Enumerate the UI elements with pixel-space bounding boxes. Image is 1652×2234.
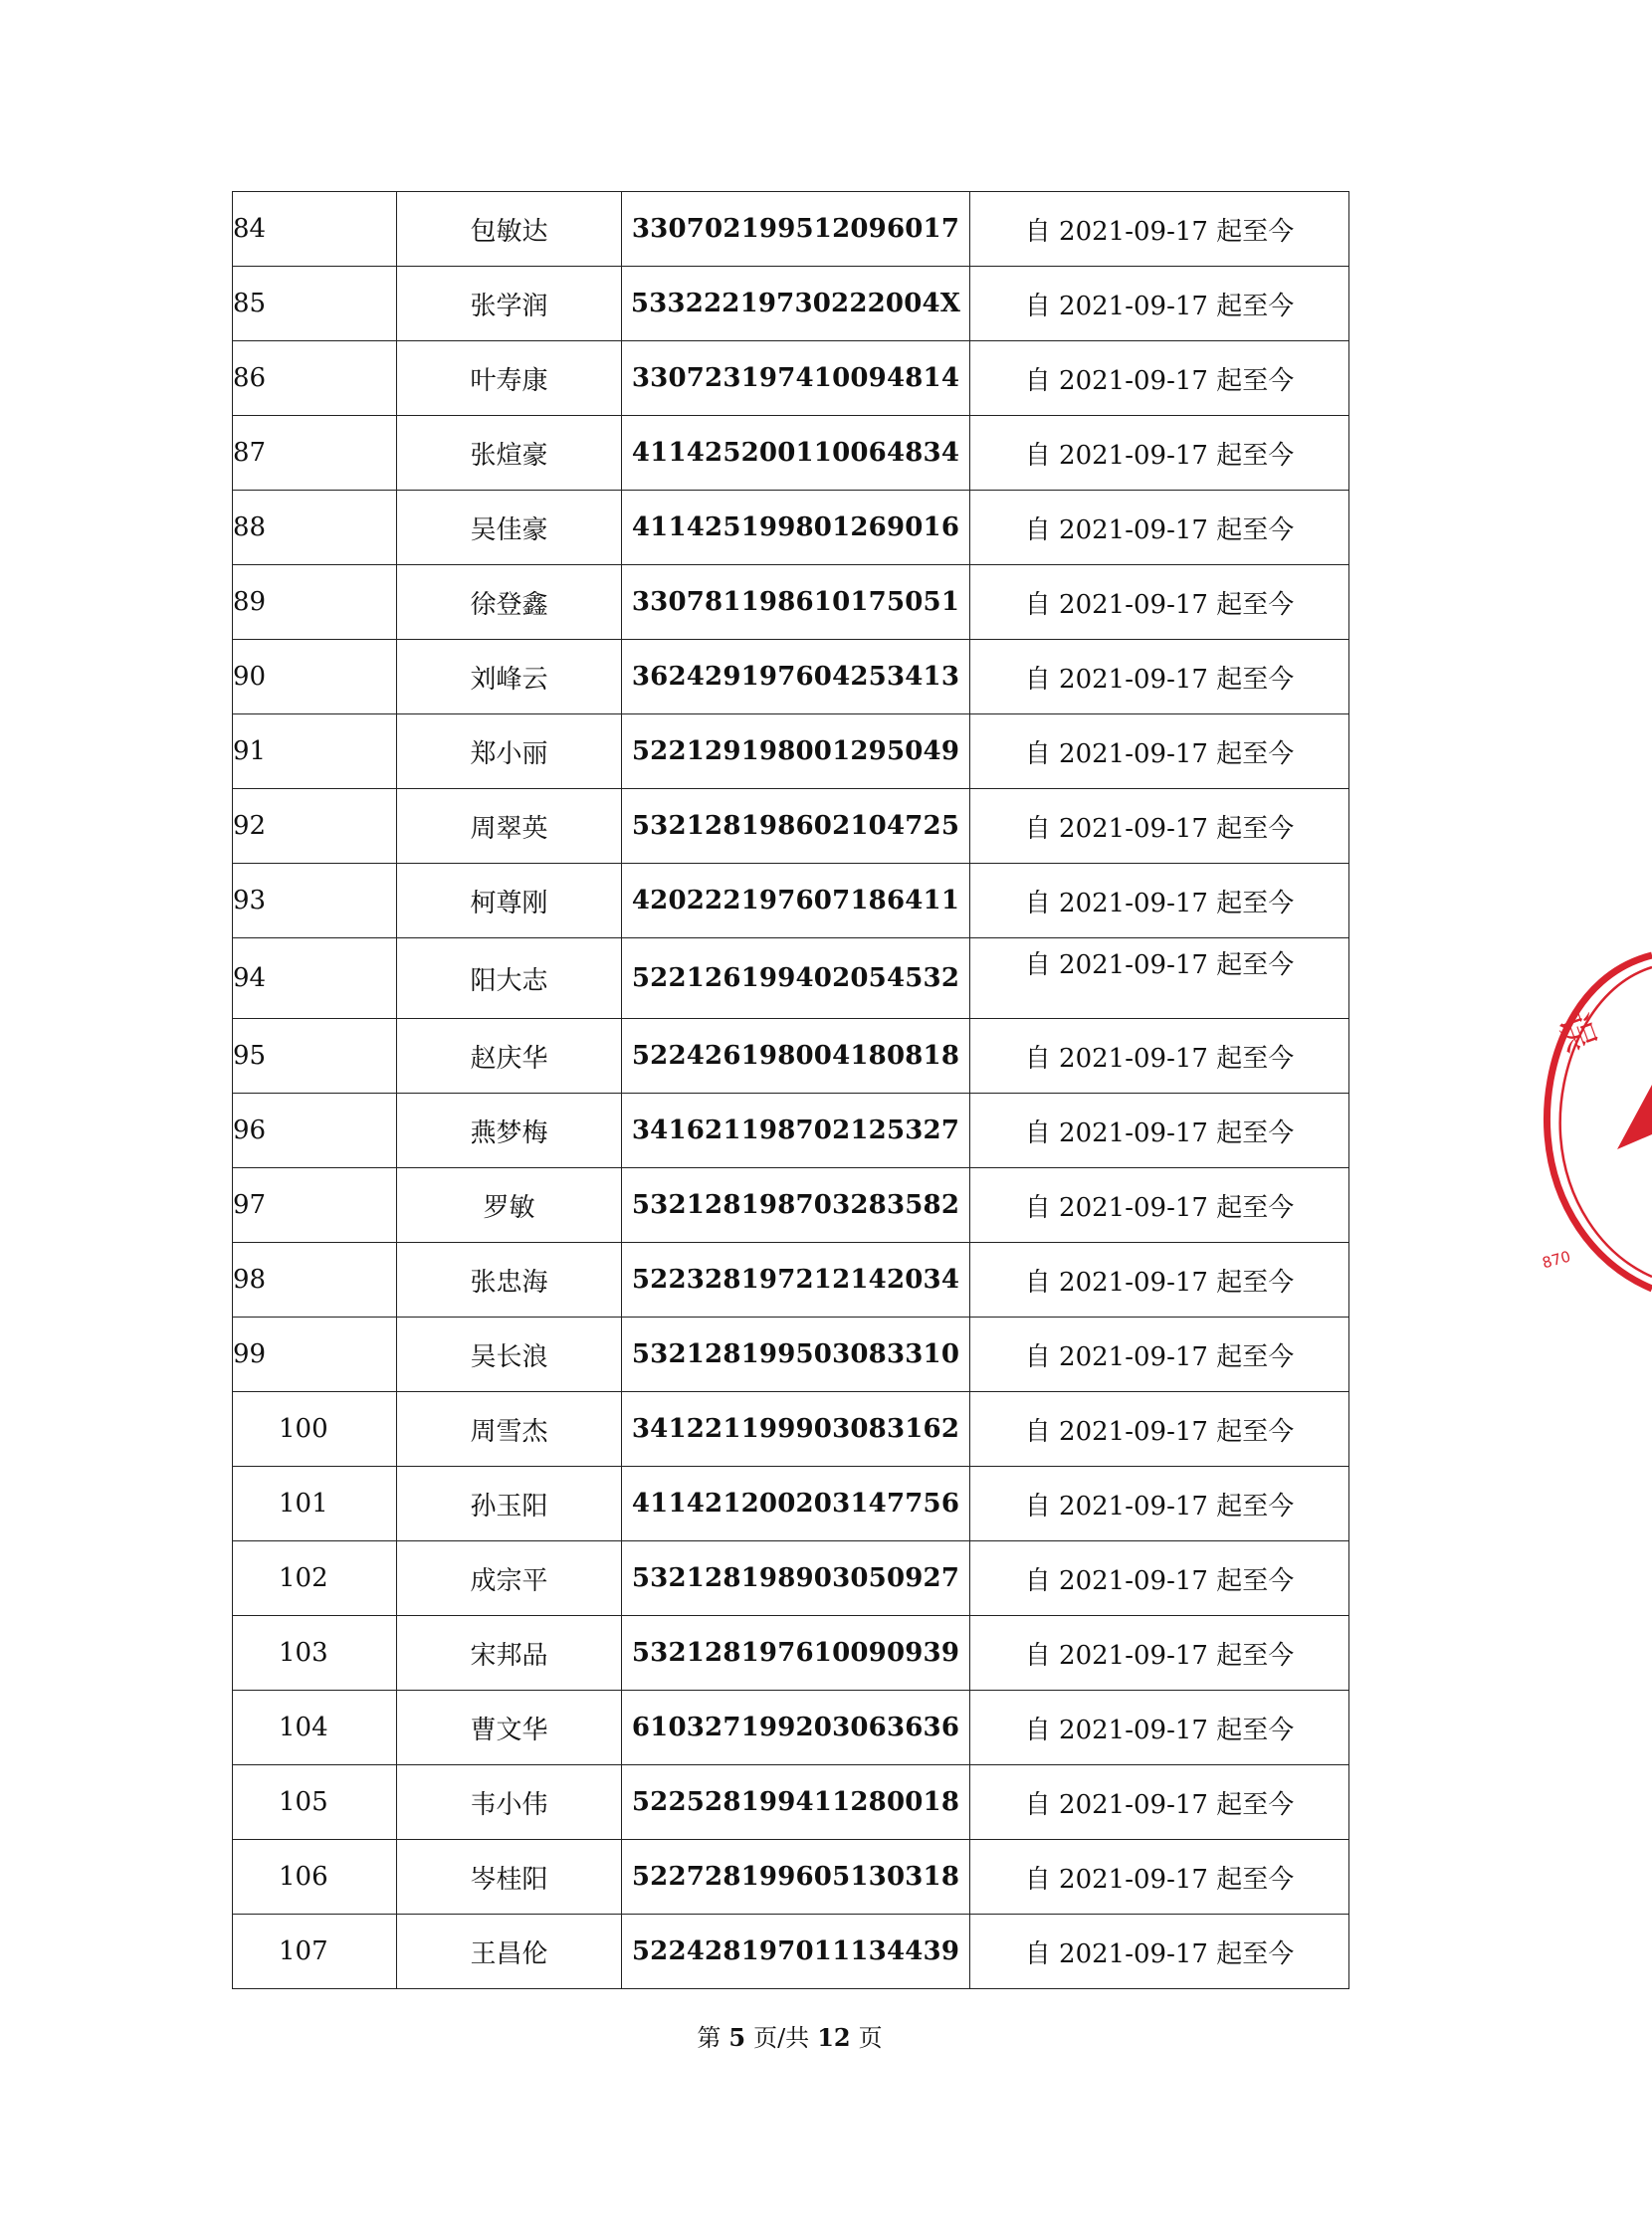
- name-cell: 曹文华: [397, 1691, 622, 1765]
- date-range-cell: 自 2021-09-17 起至今: [970, 1318, 1349, 1392]
- name-cell: 刘峰云: [397, 640, 622, 714]
- id-number-cell: 532128198703283582: [622, 1168, 970, 1243]
- id-number-cell: 341221199903083162: [622, 1392, 970, 1467]
- date-range-cell: 自 2021-09-17 起至今: [970, 1019, 1349, 1094]
- footer-middle: 页/共: [753, 2024, 810, 2052]
- id-number-cell: 522126199402054532: [622, 938, 970, 1019]
- date-range-cell: 自 2021-09-17 起至今: [970, 1541, 1349, 1616]
- name-cell: 韦小伟: [397, 1765, 622, 1840]
- name-cell: 赵庆华: [397, 1019, 622, 1094]
- date-range-cell: 自 2021-09-17 起至今: [970, 491, 1349, 565]
- footer-page-number: 5: [728, 2023, 746, 2052]
- table-row: [233, 1467, 1349, 1541]
- date-range-cell: 自 2021-09-17 起至今: [970, 1168, 1349, 1243]
- name-cell: 成宗平: [397, 1541, 622, 1616]
- id-number-cell: 522129198001295049: [622, 714, 970, 789]
- id-number-cell: 522426198004180818: [622, 1019, 970, 1094]
- roster-body: [233, 192, 1349, 1989]
- date-range-cell: 自 2021-09-17 起至今: [970, 938, 1349, 1019]
- name-cell: 周翠英: [397, 789, 622, 864]
- table-row: [233, 1541, 1349, 1616]
- id-number-cell: 532128198602104725: [622, 789, 970, 864]
- name-cell: 孙玉阳: [397, 1467, 622, 1541]
- date-range-cell: 自 2021-09-17 起至今: [970, 1915, 1349, 1989]
- name-cell: 徐登鑫: [397, 565, 622, 640]
- table-row: [233, 1168, 1349, 1243]
- table-row: [233, 267, 1349, 341]
- row-number-cell: 103: [233, 1616, 397, 1691]
- row-number-cell: 101: [233, 1467, 397, 1541]
- name-cell: 周雪杰: [397, 1392, 622, 1467]
- id-number-cell: 362429197604253413: [622, 640, 970, 714]
- date-range-cell: 自 2021-09-17 起至今: [970, 1840, 1349, 1915]
- table-row: [233, 640, 1349, 714]
- table-row: [233, 341, 1349, 416]
- name-cell: 柯尊刚: [397, 864, 622, 938]
- row-number-cell: 100: [233, 1392, 397, 1467]
- date-range-cell: 自 2021-09-17 起至今: [970, 1691, 1349, 1765]
- id-number-cell: 341621198702125327: [622, 1094, 970, 1168]
- id-number-cell: 53322219730222004X: [622, 267, 970, 341]
- row-number-cell: 96: [233, 1094, 397, 1168]
- date-range-cell: 自 2021-09-17 起至今: [970, 1467, 1349, 1541]
- row-number-cell: 104: [233, 1691, 397, 1765]
- date-range-cell: 自 2021-09-17 起至今: [970, 1243, 1349, 1318]
- id-number-cell: 411421200203147756: [622, 1467, 970, 1541]
- table-row: [233, 1019, 1349, 1094]
- seal-fragment-number: 870: [1540, 1247, 1573, 1273]
- id-number-cell: 411425199801269016: [622, 491, 970, 565]
- table-row: [233, 565, 1349, 640]
- name-cell: 张忠海: [397, 1243, 622, 1318]
- date-range-cell: 自 2021-09-17 起至今: [970, 416, 1349, 491]
- row-number-cell: 92: [233, 789, 397, 864]
- footer-suffix: 页: [858, 2024, 883, 2052]
- name-cell: 包敏达: [397, 192, 622, 267]
- date-range-cell: 自 2021-09-17 起至今: [970, 267, 1349, 341]
- date-range-cell: 自 2021-09-17 起至今: [970, 1392, 1349, 1467]
- date-range-cell: 自 2021-09-17 起至今: [970, 1616, 1349, 1691]
- date-range-cell: 自 2021-09-17 起至今: [970, 864, 1349, 938]
- name-cell: 王昌伦: [397, 1915, 622, 1989]
- row-number-cell: 90: [233, 640, 397, 714]
- name-cell: 阳大志: [397, 938, 622, 1019]
- id-number-cell: 610327199203063636: [622, 1691, 970, 1765]
- row-number-cell: 86: [233, 341, 397, 416]
- row-number-cell: 88: [233, 491, 397, 565]
- table-row: [233, 1765, 1349, 1840]
- name-cell: 叶寿康: [397, 341, 622, 416]
- row-number-cell: 85: [233, 267, 397, 341]
- footer-total-pages: 12: [817, 2023, 851, 2052]
- id-number-cell: 522728199605130318: [622, 1840, 970, 1915]
- table-row: [233, 1616, 1349, 1691]
- row-number-cell: 95: [233, 1019, 397, 1094]
- date-range-cell: 自 2021-09-17 起至今: [970, 1765, 1349, 1840]
- name-cell: 燕梦梅: [397, 1094, 622, 1168]
- id-number-cell: 330723197410094814: [622, 341, 970, 416]
- row-number-cell: 98: [233, 1243, 397, 1318]
- id-number-cell: 411425200110064834: [622, 416, 970, 491]
- table-row: [233, 864, 1349, 938]
- id-number-cell: 420222197607186411: [622, 864, 970, 938]
- id-number-cell: 532128199503083310: [622, 1318, 970, 1392]
- seal-fragment-character: 误: [1549, 1006, 1604, 1058]
- table-row: [233, 1094, 1349, 1168]
- id-number-cell: 522328197212142034: [622, 1243, 970, 1318]
- footer-prefix: 第: [697, 2024, 722, 2052]
- row-number-cell: 89: [233, 565, 397, 640]
- id-number-cell: 532128197610090939: [622, 1616, 970, 1691]
- name-cell: 吴佳豪: [397, 491, 622, 565]
- row-number-cell: 105: [233, 1765, 397, 1840]
- table-row: [233, 1392, 1349, 1467]
- date-range-cell: 自 2021-09-17 起至今: [970, 192, 1349, 267]
- table-row: [233, 1318, 1349, 1392]
- red-seal-stamp: [1533, 945, 1652, 1314]
- id-number-cell: 330781198610175051: [622, 565, 970, 640]
- row-number-cell: 102: [233, 1541, 397, 1616]
- name-cell: 岑桂阳: [397, 1840, 622, 1915]
- id-number-cell: 522528199411280018: [622, 1765, 970, 1840]
- date-range-cell: 自 2021-09-17 起至今: [970, 789, 1349, 864]
- table-row: [233, 491, 1349, 565]
- name-cell: 郑小丽: [397, 714, 622, 789]
- page-footer: [0, 2018, 1579, 2053]
- roster-table: [232, 191, 1349, 1989]
- row-number-cell: 99: [233, 1318, 397, 1392]
- name-cell: 宋邦品: [397, 1616, 622, 1691]
- id-number-cell: 522428197011134439: [622, 1915, 970, 1989]
- row-number-cell: 84: [233, 192, 397, 267]
- date-range-cell: 自 2021-09-17 起至今: [970, 640, 1349, 714]
- row-number-cell: 93: [233, 864, 397, 938]
- table-row: [233, 1691, 1349, 1765]
- table-row: [233, 1243, 1349, 1318]
- name-cell: 吴长浪: [397, 1318, 622, 1392]
- row-number-cell: 106: [233, 1840, 397, 1915]
- table-row: [233, 938, 1349, 1019]
- table-row: [233, 789, 1349, 864]
- table-row: [233, 1840, 1349, 1915]
- table-row: [233, 714, 1349, 789]
- name-cell: 张学润: [397, 267, 622, 341]
- row-number-cell: 91: [233, 714, 397, 789]
- table-row: [233, 416, 1349, 491]
- name-cell: 张煊豪: [397, 416, 622, 491]
- row-number-cell: 94: [233, 938, 397, 1019]
- date-range-cell: 自 2021-09-17 起至今: [970, 565, 1349, 640]
- date-range-cell: 自 2021-09-17 起至今: [970, 341, 1349, 416]
- table-row: [233, 1915, 1349, 1989]
- id-number-cell: 532128198903050927: [622, 1541, 970, 1616]
- row-number-cell: 87: [233, 416, 397, 491]
- date-range-cell: 自 2021-09-17 起至今: [970, 714, 1349, 789]
- name-cell: 罗敏: [397, 1168, 622, 1243]
- table-row: [233, 192, 1349, 267]
- row-number-cell: 107: [233, 1915, 397, 1989]
- row-number-cell: 97: [233, 1168, 397, 1243]
- date-range-cell: 自 2021-09-17 起至今: [970, 1094, 1349, 1168]
- id-number-cell: 330702199512096017: [622, 192, 970, 267]
